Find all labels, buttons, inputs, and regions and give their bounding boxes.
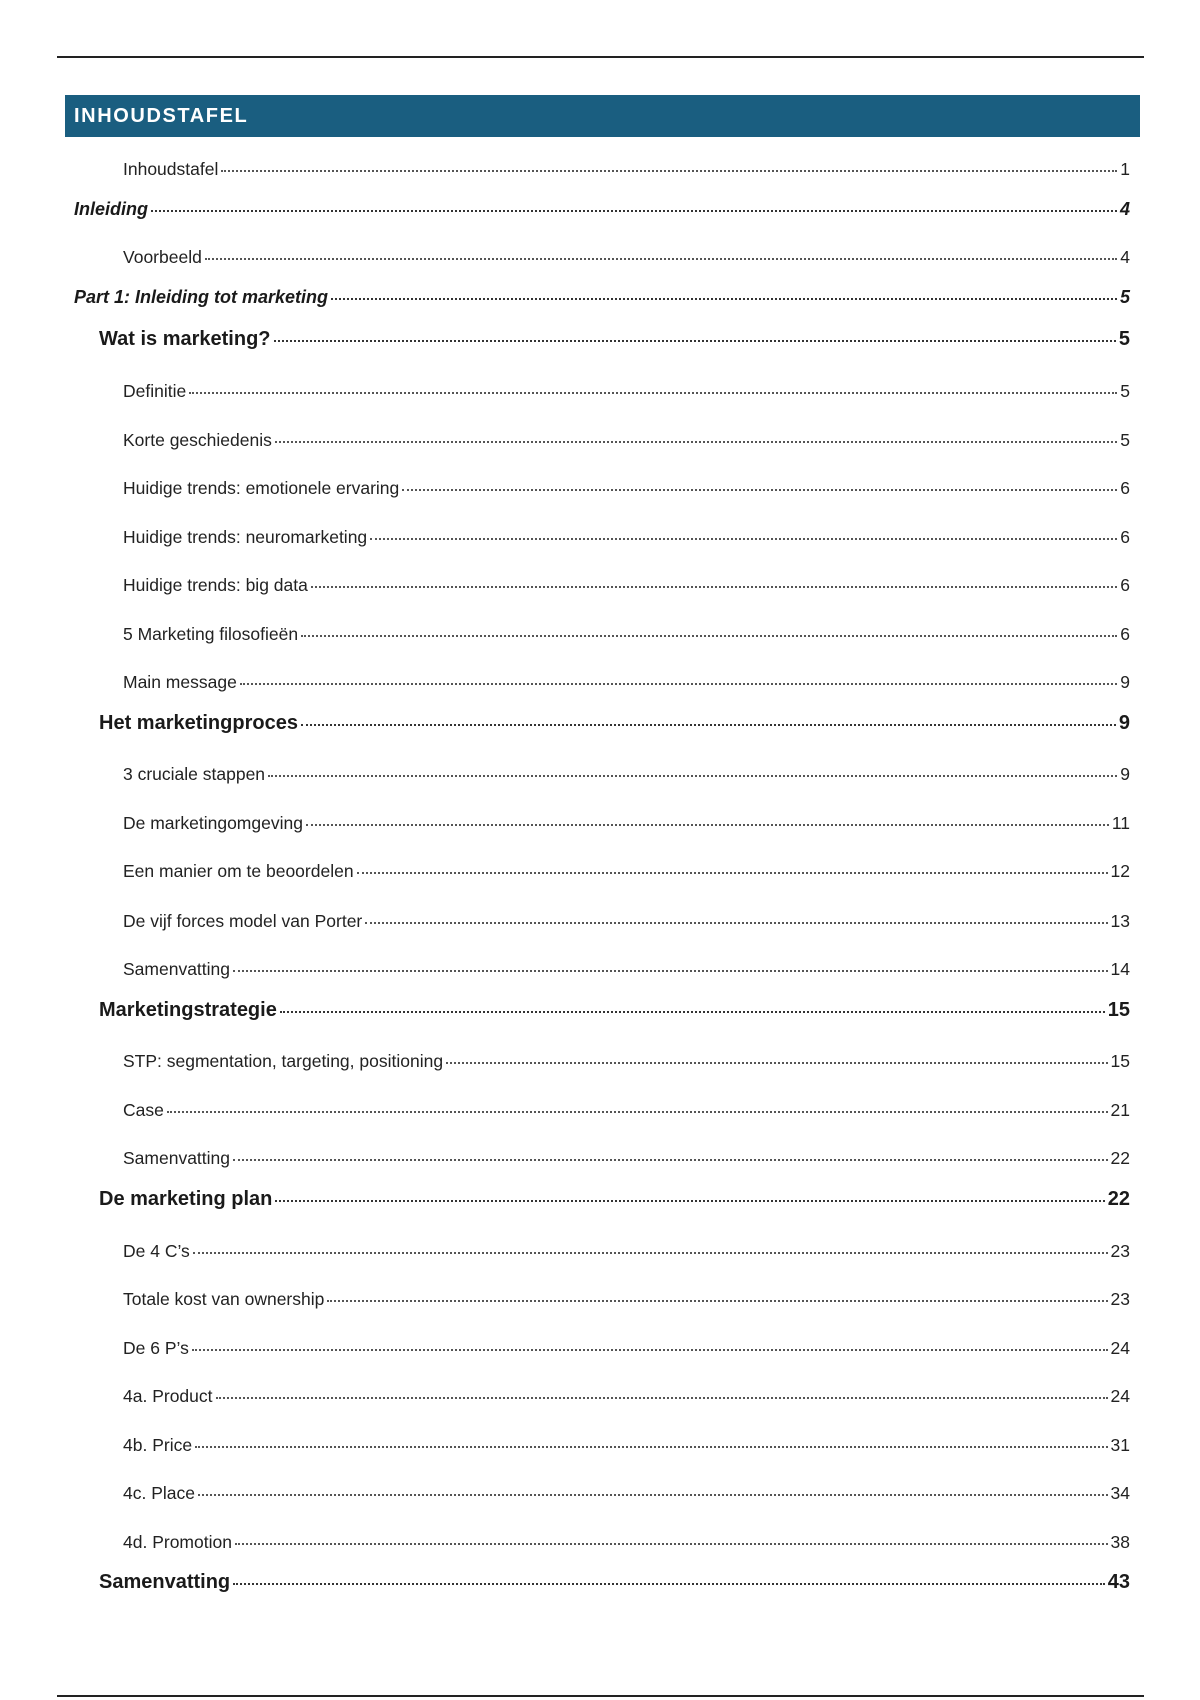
toc-entry[interactable] — [123, 861, 1130, 882]
toc-entry-page: 22 — [1110, 1148, 1130, 1168]
toc-entry[interactable] — [99, 999, 1130, 1022]
footer-rule — [57, 1695, 1144, 1697]
toc-entry-page: 21 — [1110, 1100, 1130, 1120]
dot-leader — [331, 298, 1117, 300]
dot-leader — [167, 1111, 1108, 1113]
dot-leader — [233, 1583, 1105, 1585]
dot-leader — [235, 1543, 1108, 1545]
toc-entry-page: 9 — [1120, 764, 1130, 784]
toc-entry-label: Wat is marketing? — [99, 328, 271, 350]
toc-entry-label: STP: segmentation, targeting, positioning — [123, 1051, 444, 1071]
toc-entry-label: De 4 C’s — [123, 1241, 190, 1261]
toc-entry-label: Huidige trends: emotionele ervaring — [123, 478, 400, 498]
toc-entry[interactable] — [99, 1188, 1130, 1211]
toc-entry-page: 4 — [1120, 247, 1130, 267]
dot-leader — [280, 1011, 1105, 1013]
dot-leader — [370, 538, 1117, 540]
toc-entry-page: 9 — [1118, 712, 1130, 734]
toc-entry-label: Huidige trends: neuromarketing — [123, 527, 368, 547]
toc-entry-label: De marketingomgeving — [123, 813, 303, 833]
toc-entry-label: Het marketingproces — [99, 712, 298, 734]
toc-entry-page: 4 — [1119, 199, 1130, 219]
toc-entry-page: 13 — [1110, 911, 1130, 931]
toc-entry-page: 5 — [1119, 287, 1130, 307]
toc-entry[interactable] — [123, 430, 1130, 451]
toc-entry-page: 23 — [1110, 1241, 1130, 1261]
dot-leader — [233, 1159, 1108, 1161]
toc-entry-label: Inhoudstafel — [123, 159, 219, 179]
dot-leader — [301, 724, 1116, 726]
toc-entry-label: De marketing plan — [99, 1188, 273, 1210]
toc-entry[interactable] — [123, 911, 1130, 932]
toc-entry[interactable] — [123, 159, 1130, 180]
toc-entry[interactable] — [123, 478, 1130, 499]
toc-entry[interactable] — [123, 1100, 1130, 1121]
toc-entry-label: Part 1: Inleiding tot marketing — [74, 287, 329, 307]
toc-entry-page: 6 — [1120, 478, 1130, 498]
toc-entry[interactable] — [123, 381, 1130, 402]
toc-entry-label: De 6 P’s — [123, 1338, 189, 1358]
toc-entry-page: 24 — [1110, 1386, 1130, 1406]
dot-leader — [275, 441, 1117, 443]
toc-entry-label: Samenvatting — [123, 959, 231, 979]
toc-entry[interactable] — [123, 1532, 1130, 1553]
toc-entry[interactable] — [123, 1148, 1130, 1169]
toc-entry-page: 22 — [1107, 1188, 1130, 1210]
toc-entry[interactable] — [74, 199, 1130, 220]
toc-entry-page: 43 — [1107, 1571, 1130, 1593]
dot-leader — [151, 210, 1117, 212]
toc-entry-page: 34 — [1110, 1483, 1130, 1503]
toc-entry-label: Samenvatting — [99, 1571, 231, 1593]
toc-entry[interactable] — [123, 575, 1130, 596]
toc-entry[interactable] — [123, 1051, 1130, 1072]
toc-entry-page: 6 — [1120, 624, 1130, 644]
toc-entry-page: 1 — [1120, 159, 1130, 179]
dot-leader — [268, 775, 1117, 777]
dot-leader — [193, 1252, 1108, 1254]
dot-leader — [311, 586, 1117, 588]
toc-entry-label: Samenvatting — [123, 1148, 231, 1168]
toc-entry-label: De vijf forces model van Porter — [123, 911, 363, 931]
dot-leader — [198, 1494, 1108, 1496]
toc-entry[interactable] — [99, 328, 1130, 351]
toc-entry-label: Huidige trends: big data — [123, 575, 308, 595]
toc-entry[interactable] — [123, 1483, 1130, 1504]
toc-entry[interactable] — [74, 287, 1130, 308]
dot-leader — [301, 635, 1117, 637]
toc-entry-label: Definitie — [123, 381, 187, 401]
toc-entry-page: 9 — [1120, 672, 1130, 692]
toc-entry[interactable] — [123, 624, 1130, 645]
toc-entry-page: 5 — [1118, 328, 1130, 350]
toc-entry-page: 15 — [1107, 999, 1130, 1021]
dot-leader — [402, 489, 1117, 491]
dot-leader — [240, 683, 1117, 685]
dot-leader — [195, 1446, 1107, 1448]
dot-leader — [357, 872, 1108, 874]
toc-heading: INHOUDSTAFEL — [65, 95, 1140, 137]
toc-entry-label: Main message — [123, 672, 237, 692]
dot-leader — [205, 258, 1117, 260]
toc-entry-page: 5 — [1120, 381, 1130, 401]
toc-entry[interactable] — [123, 1435, 1130, 1456]
toc-entry-page: 31 — [1110, 1435, 1130, 1455]
toc-entry[interactable] — [123, 1338, 1130, 1359]
toc-entry-page: 24 — [1110, 1338, 1130, 1358]
toc-entry-label: Een manier om te beoordelen — [123, 861, 354, 881]
dot-leader — [192, 1349, 1108, 1351]
toc-entry[interactable] — [123, 764, 1130, 785]
dot-leader — [275, 1200, 1104, 1202]
toc-entry[interactable] — [123, 1386, 1130, 1407]
toc-entry[interactable] — [123, 1289, 1130, 1310]
toc-entry-page: 6 — [1120, 575, 1130, 595]
toc-entry-label: 4a. Product — [123, 1386, 213, 1406]
toc-entry-label: Voorbeeld — [123, 247, 202, 267]
toc-entry-page: 15 — [1110, 1051, 1130, 1071]
toc-entry[interactable] — [123, 527, 1130, 548]
toc-entry-label: 3 cruciale stappen — [123, 764, 266, 784]
toc-entry-page: 14 — [1110, 959, 1130, 979]
toc-entry[interactable] — [99, 1571, 1130, 1594]
toc-entry-page: 5 — [1120, 430, 1130, 450]
toc-entry[interactable] — [123, 1241, 1130, 1262]
dot-leader — [306, 824, 1109, 826]
toc-entry-label: 5 Marketing filosofieën — [123, 624, 299, 644]
toc-entry[interactable] — [123, 959, 1130, 980]
dot-leader — [446, 1062, 1107, 1064]
dot-leader — [365, 922, 1107, 924]
dot-leader — [233, 970, 1108, 972]
toc-entry-page: 12 — [1110, 861, 1130, 881]
toc-entry-label: Korte geschiedenis — [123, 430, 272, 450]
toc-entry-page: 38 — [1110, 1532, 1130, 1552]
toc-entry-page: 6 — [1120, 527, 1130, 547]
toc-entry-page: 23 — [1110, 1289, 1130, 1309]
toc-entry-label: 4d. Promotion — [123, 1532, 232, 1552]
dot-leader — [189, 392, 1117, 394]
toc-entry-label: Case — [123, 1100, 164, 1120]
toc-entry-page: 11 — [1111, 813, 1130, 833]
dot-leader — [327, 1300, 1107, 1302]
toc-entry[interactable] — [99, 712, 1130, 735]
dot-leader — [274, 340, 1116, 342]
toc-entry[interactable] — [123, 813, 1130, 834]
toc-entry[interactable] — [123, 672, 1130, 693]
dot-leader — [221, 170, 1117, 172]
toc-entry[interactable] — [123, 247, 1130, 268]
toc-entry-label: Marketingstrategie — [99, 999, 277, 1021]
dot-leader — [216, 1397, 1108, 1399]
toc-entry-label: 4c. Place — [123, 1483, 195, 1503]
toc-entry-label: Totale kost van ownership — [123, 1289, 325, 1309]
toc-entry-label: 4b. Price — [123, 1435, 193, 1455]
toc-entry-label: Inleiding — [74, 199, 148, 219]
